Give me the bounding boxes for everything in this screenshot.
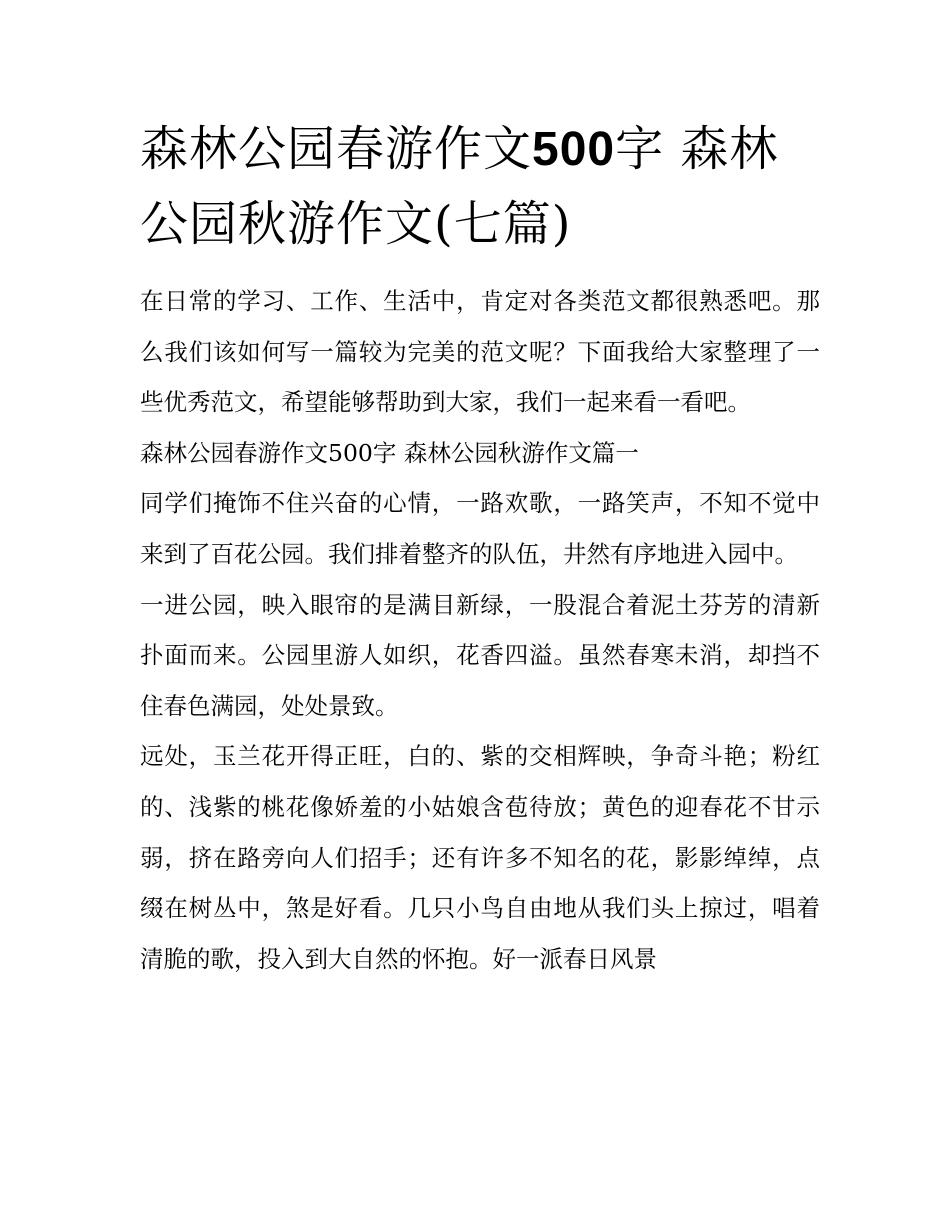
body-paragraph-2: 一进公园，映入眼帘的是满目新绿，一股混合着泥土芬芳的清新扑面而来。公园里游人如织，花香四溢。虽然春寒未消，却挡不住春色满园，处处景致。 bbox=[140, 590, 820, 720]
body-paragraph-3: 远处，玉兰花开得正旺，白的、紫的交相辉映，争奇斗艳；粉红的、浅紫的桃花像娇羞的小姑娘含苞待放；黄色的迎春花不甘示弱，挤在路旁向人们招手；还有许多不知名的花，影影绰绰，点缀在树丛中，煞是好看。几只小鸟自由地从我们头上掠过，唱着清脆的歌，投入到大自然的怀抱。好一派春日风景 bbox=[140, 742, 820, 973]
body-paragraph-1: 同学们掩饰不住兴奋的心情，一路欢歌，一路笑声，不知不觉中来到了百花公园。我们排着整齐的队伍，井然有序地进入园中。 bbox=[140, 489, 820, 568]
section-heading: 森林公园春游作文500字 森林公园秋游作文篇一 bbox=[140, 438, 639, 467]
document-title bbox=[140, 112, 820, 261]
title-number: 500 bbox=[532, 123, 616, 176]
intro-paragraph: 在日常的学习、工作、生活中，肯定对各类范文都很熟悉吧。那么我们该如何写一篇较为完美的范文呢？下面我给大家整理了一些优秀范文，希望能够帮助到大家，我们一起来看一看吧。 bbox=[140, 287, 820, 417]
title-text-part1: 森林公园春游作文 bbox=[140, 121, 533, 177]
document-body bbox=[140, 276, 820, 984]
title-text-part2: 字 森林公园秋游作文(七篇) bbox=[140, 121, 779, 252]
